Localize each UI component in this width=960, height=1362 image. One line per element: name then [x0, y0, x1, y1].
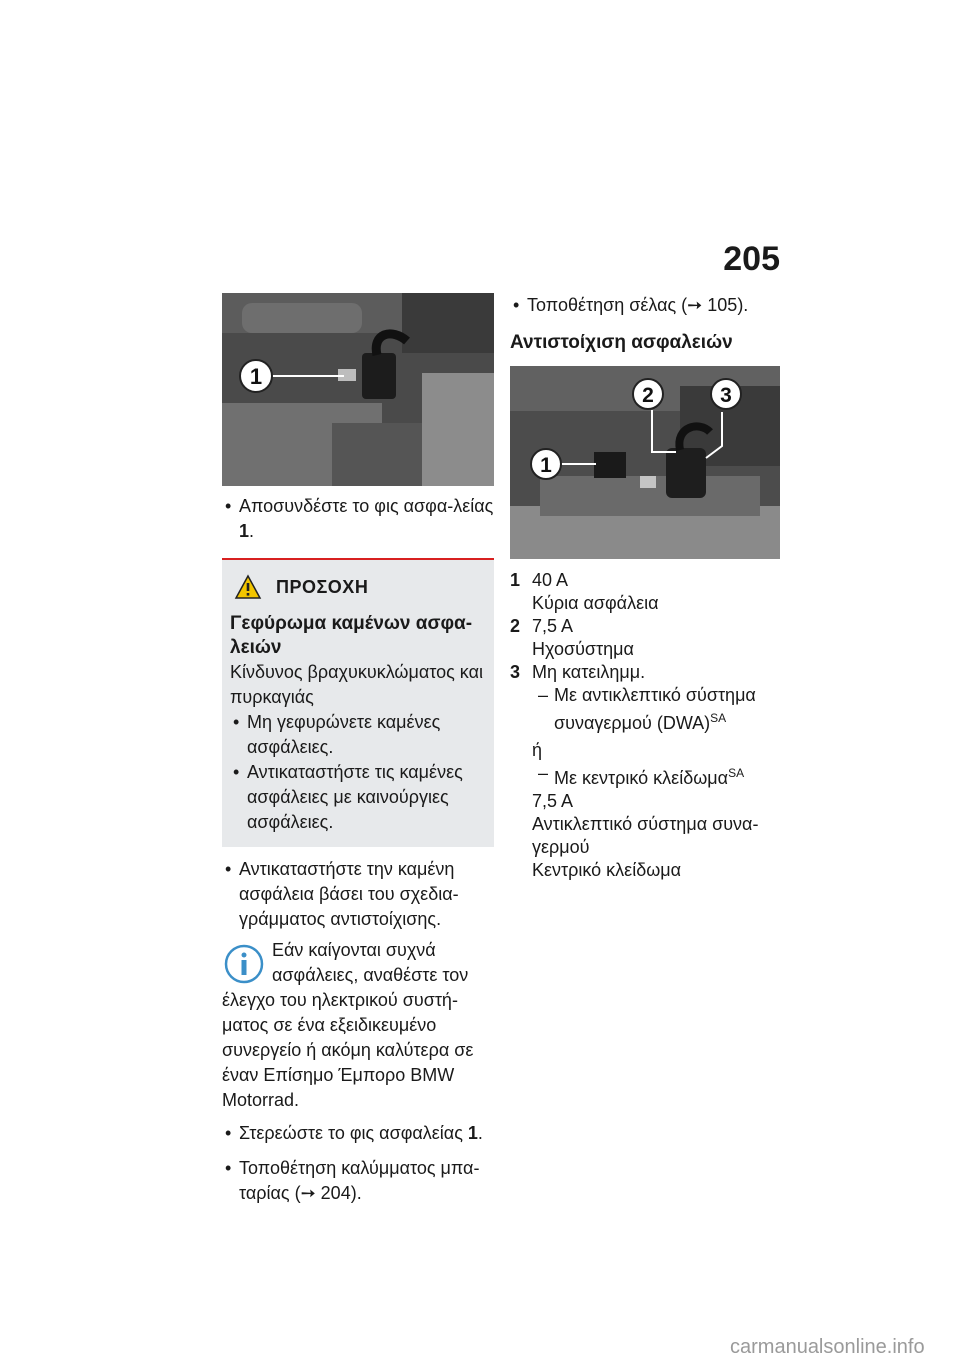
- info-note: Εάν καίγονται συχνά ασφάλειες, αναθέστε τον έλεγχο του ηλεκτρικού συστή-ματος σε ένα εξειδικευμένο συνεργείο ή ακόμη καλύτερα σε έναν Επίσημο Έμπορο BMW Motorrad.: [222, 940, 474, 1110]
- fuse-photo-2: [510, 366, 780, 559]
- legend-option-dwa: – Με αντικλεπτικό σύστημα συναγερμού (DWA)$^{SA}$: [532, 684, 780, 735]
- warning-triangle-icon: [234, 574, 262, 600]
- figure-label-1: 1: [540, 454, 552, 477]
- legend-item: 2 7,5 A Ηχοσύστημα: [510, 616, 634, 659]
- warning-title: ΠΡΟΣΟΧΗ: [276, 576, 369, 597]
- watermark: carmanualsonline.info: [730, 1336, 925, 1358]
- step-replace: • Αντικαταστήστε την καμένη ασφάλεια βάσει του σχεδια-γράμματος αντιστοίχισης.: [222, 857, 494, 932]
- warning-subtitle: Γεφύρωμα καμένων ασφα-λειών: [230, 613, 473, 658]
- warning-text: Κίνδυνος βραχυκυκλώματος και πυρκαγιάς: [230, 662, 483, 707]
- info-icon: [222, 942, 266, 988]
- page-ref-arrow-icon: ➙: [687, 295, 708, 315]
- legend-item: 1 40 A Κύρια ασφάλεια: [510, 570, 659, 613]
- warning-bullet: • Μη γεφυρώνετε καμένες ασφάλειες.: [230, 710, 486, 760]
- figure-label-1: 1: [249, 364, 263, 389]
- warning-bullet: • Αντικαταστήστε τις καμένες ασφάλειες με καινούργιες ασφάλειες.: [230, 760, 486, 835]
- fuse-photo-1: [222, 293, 494, 486]
- warning-box: [222, 558, 494, 847]
- step-install-cover: • Τοποθέτηση καλύμματος μπα-ταρίας (➙ 204).: [222, 1156, 494, 1206]
- left-column: [222, 293, 494, 1206]
- step-install-seat: • Τοποθέτηση σέλας (➙ 105).: [510, 293, 780, 318]
- fuse-legend: [510, 569, 780, 882]
- page-ref-arrow-icon: ➙: [300, 1183, 321, 1203]
- figure-label-3: 3: [720, 384, 732, 407]
- figure-label-2: 2: [642, 384, 654, 407]
- legend-option-central-locking: – Με κεντρικό κλείδωμα$^{SA}$: [532, 762, 780, 790]
- right-column: [510, 293, 780, 882]
- step-disconnect: • Αποσυνδέστε το φις ασφα-λείας 1.: [222, 494, 494, 544]
- legend-item: 3 Μη κατειλημμ. – Με αντικλεπτικό σύστημα συναγερμού (DWA)$^{SA}$ ή – Με κεντρικό κλείδωμα$^{SA}$ 7,5 A Αντικλεπτικό σύστημα συνα-γερμού Κεντρικό κλείδωμα: [510, 661, 780, 882]
- section-title: Αντιστοίχιση ασφαλειών: [510, 332, 733, 353]
- step-secure: • Στερεώστε το φις ασφαλείας 1.: [222, 1121, 494, 1146]
- page-number: 205: [723, 240, 780, 278]
